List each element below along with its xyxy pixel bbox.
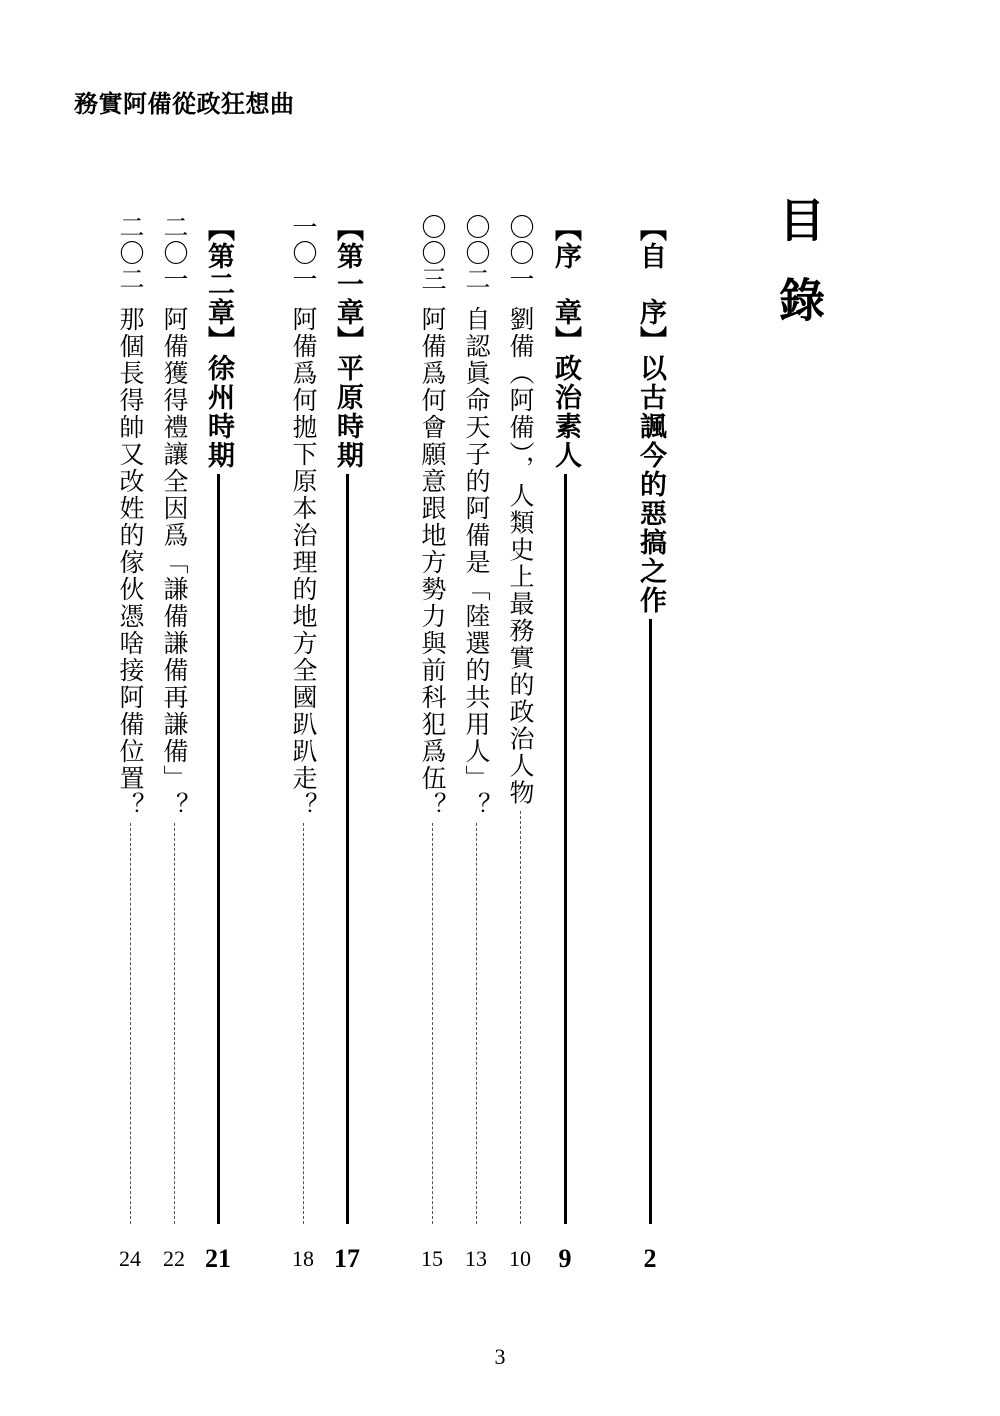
page-number: 17 bbox=[334, 1244, 360, 1273]
entry-title: 劉備（阿備），人類史上最務實的政治人物 bbox=[506, 306, 535, 807]
page-number: 13 bbox=[465, 1246, 487, 1271]
entry-title: 自認眞命天子的阿備是「陸選的共用人」？ bbox=[462, 306, 491, 819]
page-number: 15 bbox=[421, 1246, 443, 1271]
page-number: 24 bbox=[119, 1246, 141, 1271]
leader-line bbox=[283, 823, 323, 1224]
entry-title: 以古諷今的惡搞之作 bbox=[635, 354, 666, 615]
page-number: 2 bbox=[643, 1244, 657, 1273]
leader-line bbox=[630, 619, 670, 1224]
page-number: 18 bbox=[292, 1246, 314, 1271]
entry-title: 阿備獲得禮讓全因爲「謙備謙備再謙備」？ bbox=[160, 306, 189, 819]
entry-title: 阿備爲何會願意跟地方勢力與前科犯爲伍？ bbox=[418, 306, 447, 819]
entry-code: 【自 序】 bbox=[635, 214, 666, 354]
toc-entry-202[interactable] bbox=[110, 214, 150, 1224]
leader-line bbox=[198, 474, 238, 1224]
leader-line bbox=[154, 823, 194, 1224]
entry-code: 一〇一 bbox=[289, 214, 318, 292]
entry-code: 〇〇三 bbox=[418, 214, 447, 292]
toc-entry-preface[interactable] bbox=[630, 214, 670, 1224]
page-number: 10 bbox=[509, 1246, 531, 1271]
entry-title: 政治素人 bbox=[550, 354, 581, 470]
toc-entry-prologue[interactable] bbox=[545, 214, 585, 1224]
toc-entry-chapter-2[interactable] bbox=[198, 214, 238, 1224]
entry-title: 阿備爲何拋下原本治理的地方全國趴趴走？ bbox=[289, 306, 318, 819]
toc-entry-001[interactable] bbox=[500, 214, 540, 1224]
leader-line bbox=[456, 823, 496, 1224]
entry-title: 那個長得帥又改姓的傢伙憑啥接阿備位置？ bbox=[116, 306, 145, 819]
entry-code: 〇〇一 bbox=[506, 214, 535, 292]
entry-code: 〇〇二 bbox=[462, 214, 491, 292]
leader-line bbox=[412, 823, 452, 1224]
page-number: 21 bbox=[205, 1244, 231, 1273]
leader-line bbox=[545, 474, 585, 1224]
leader-line bbox=[110, 823, 150, 1224]
toc-heading: 目錄 bbox=[772, 196, 826, 356]
book-title: 務實阿備從政狂想曲 bbox=[74, 89, 295, 118]
folio-page-number: 3 bbox=[494, 1344, 506, 1369]
entry-code: 【第二章】 bbox=[203, 214, 234, 354]
entry-code: 【序 章】 bbox=[550, 214, 581, 354]
entry-title: 平原時期 bbox=[332, 354, 363, 470]
leader-line bbox=[327, 474, 367, 1224]
entry-title: 徐州時期 bbox=[203, 354, 234, 470]
entry-code: 【第一章】 bbox=[332, 214, 363, 354]
leader-line bbox=[500, 811, 540, 1225]
toc-entry-002[interactable] bbox=[456, 214, 496, 1224]
page-number: 9 bbox=[558, 1244, 572, 1273]
page-number: 22 bbox=[163, 1246, 185, 1271]
toc-entry-101[interactable] bbox=[283, 214, 323, 1224]
toc-entry-003[interactable] bbox=[412, 214, 452, 1224]
toc-entry-chapter-1[interactable] bbox=[327, 214, 367, 1224]
entry-code: 二〇二 bbox=[116, 214, 145, 292]
toc-entry-201[interactable] bbox=[154, 214, 194, 1224]
entry-code: 二〇一 bbox=[160, 214, 189, 292]
